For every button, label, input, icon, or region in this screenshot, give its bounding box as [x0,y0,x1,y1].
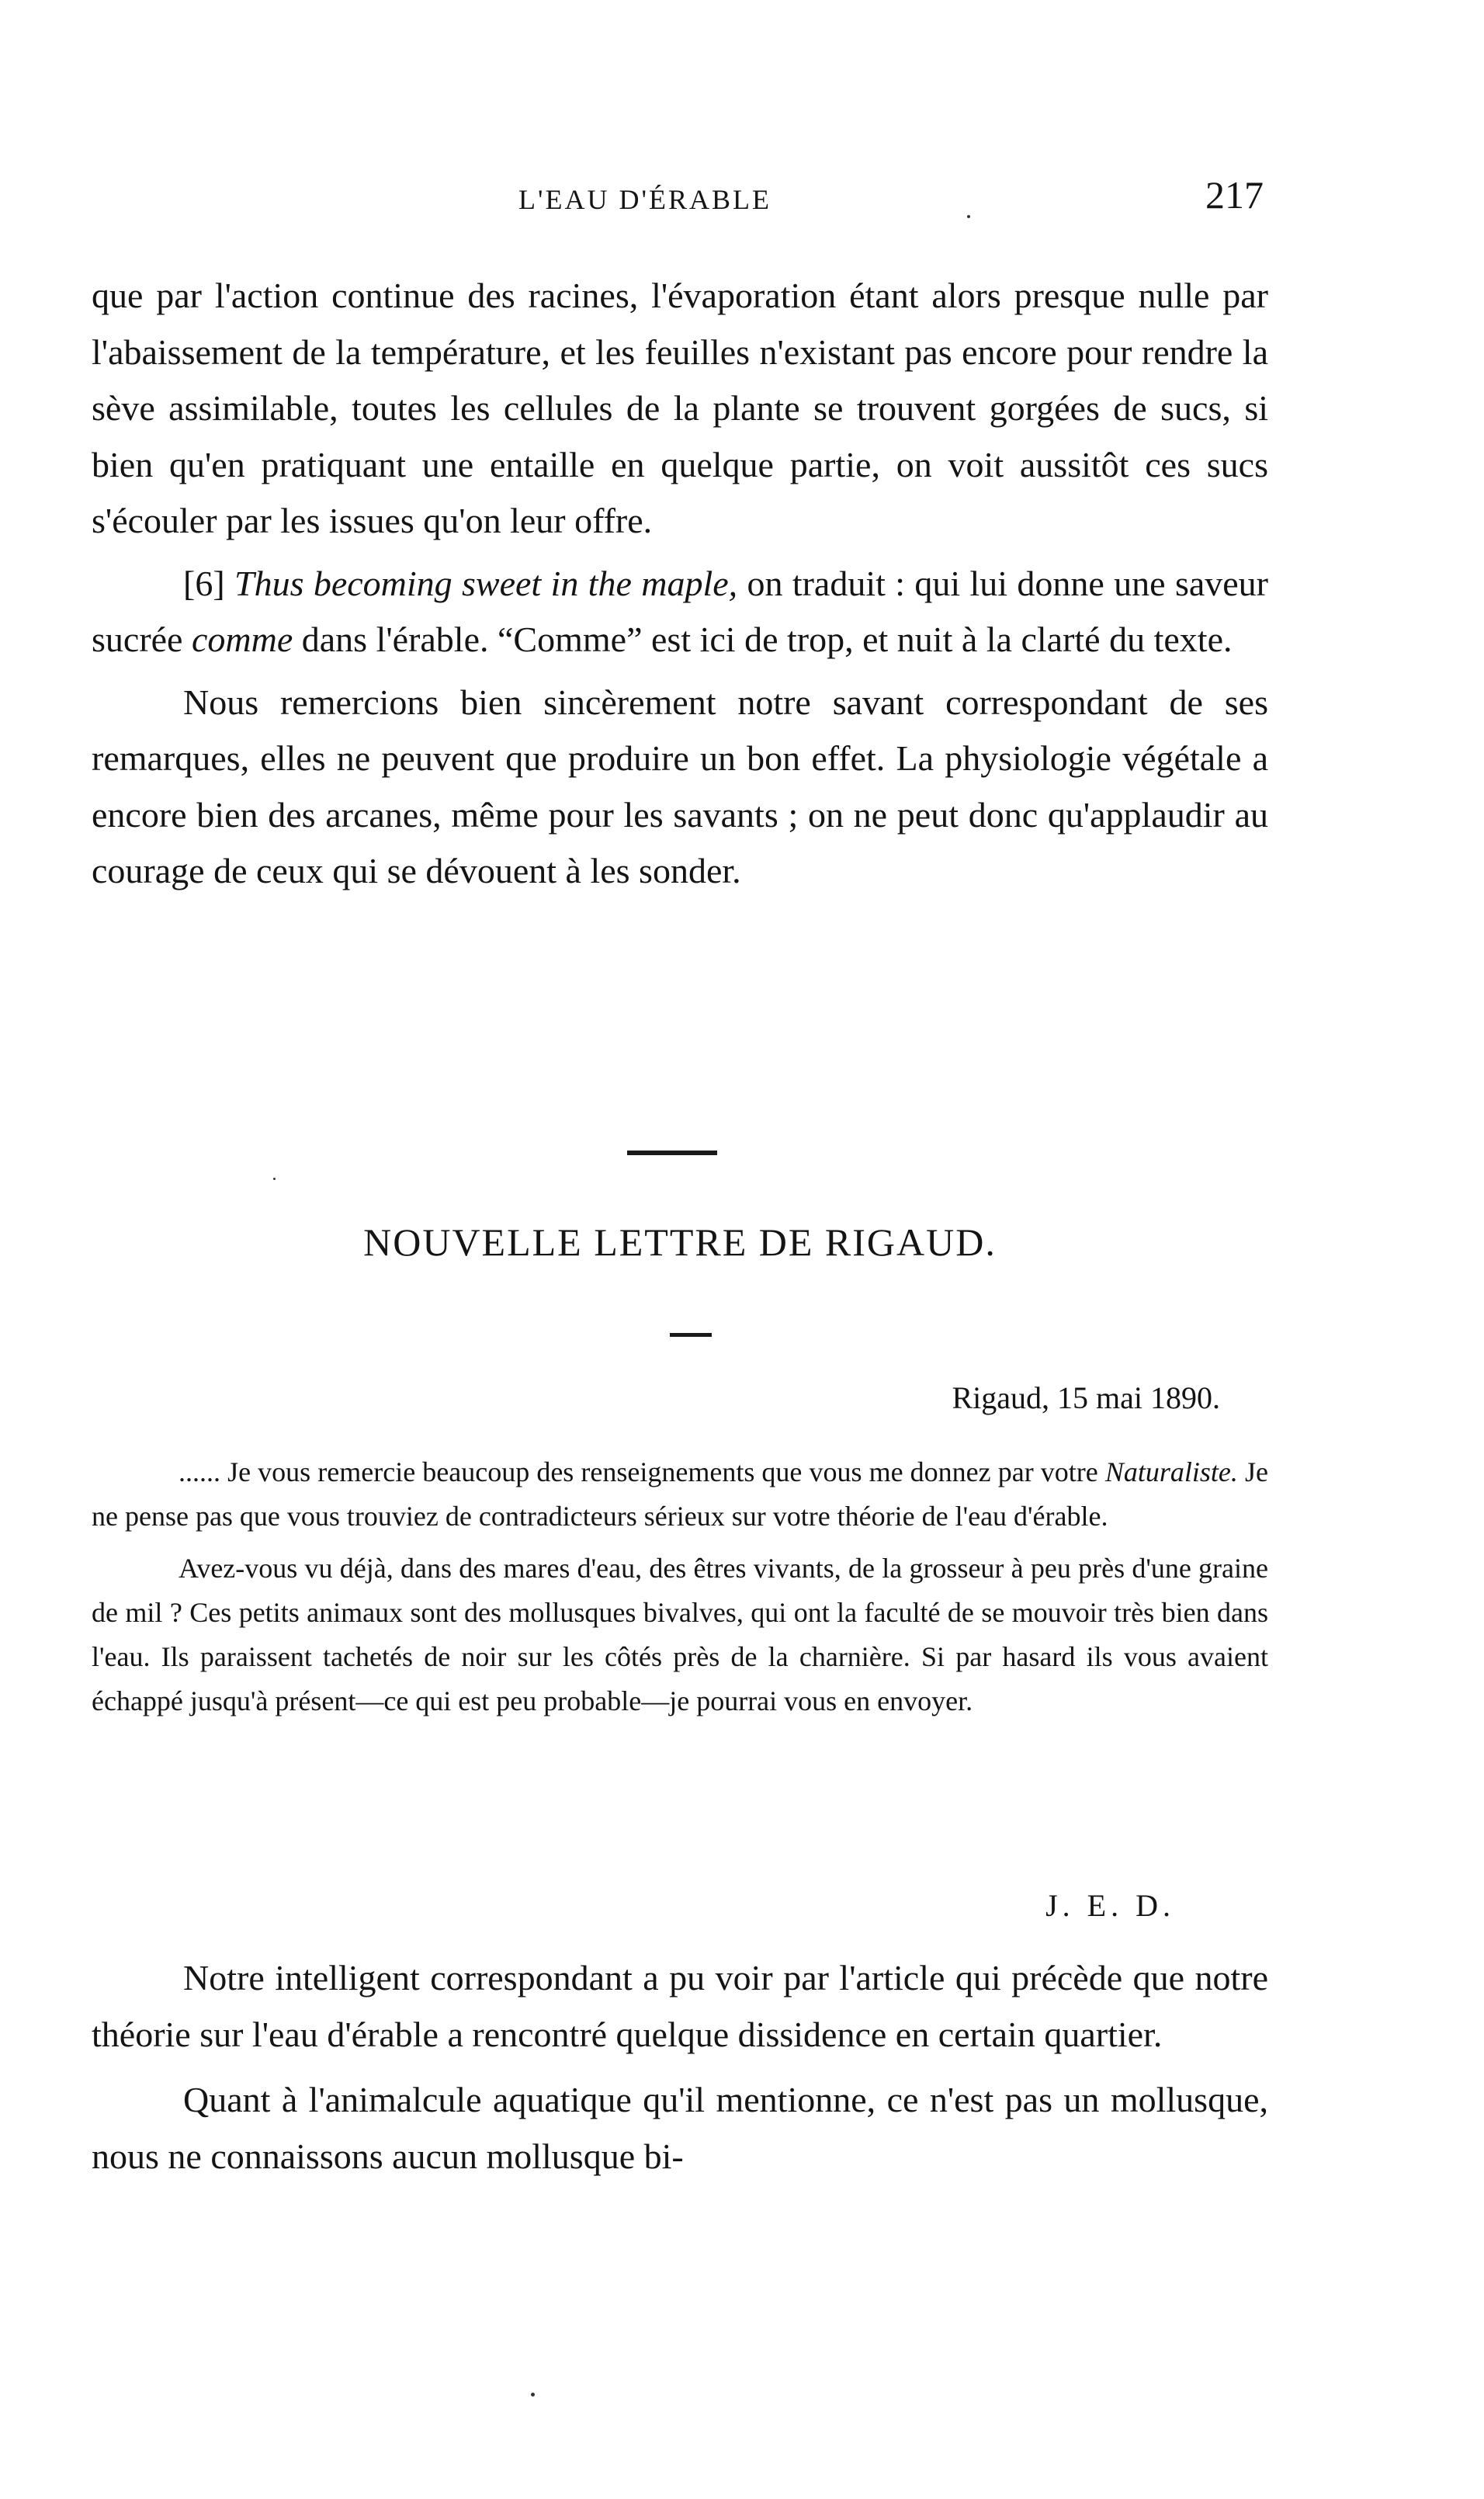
note-emphasis: comme [191,620,293,659]
journal-name: Naturaliste. [1104,1456,1238,1487]
response-paragraph-1: Notre intelligent correspondant a pu voir par l'article qui précède que notre théorie sur l'eau d'érable a rencontré quelque dissidence en certain quartier. [92,1958,1268,2054]
letter-paragraph-2: Avez-vous vu déjà, dans des mares d'eau, des êtres vivants, de la grosseur à peu près d'une graine de mil ? Ces petits animaux sont des mollusques bivalves, qui ont la faculté de se mouvoir très bien dans l'eau. Ils paraissent tachetés de noir sur les côtés près de la charnière. Si par hasard ils vous avaient échappé jusqu'à présent—ce qui est peu probable—je pourrai vous en envoyer. [92,1553,1268,1716]
note-text-2: dans l'érable. “Comme” est ici de trop, et nuit à la clarté du texte. [293,620,1233,659]
ink-speck [273,1178,276,1180]
running-head [92,172,1264,227]
note-text-1: on traduit : qui lui donne une saveur sucrée [92,563,1268,659]
note-quote: Thus becoming sweet in the maple, [234,563,738,603]
response-body [92,1950,1268,2185]
letter-text-after: Je ne pense pas que vous trouviez de contradicteurs sérieux sur votre théorie de l'eau d'érable. [92,1456,1268,1532]
note-number: [6] [183,563,225,603]
letter-signature: J. E. D. [1045,1888,1175,1923]
response-paragraph-2: Quant à l'animalcule aquatique qu'il mentionne, ce n'est pas un mollusque, nous ne connaissons aucun mollusque bi- [92,2080,1268,2176]
section-heading: NOUVELLE LETTRE DE RIGAUD. [363,1220,997,1264]
thanks-paragraph: Nous remercions bien sincèrement notre savant correspondant de ses remarques, elles ne peuvent que produire un bon effet. La physiologie végétale a encore bien des arcanes, même pour les savants ; on ne peut donc qu'applaudir au courage de ceux qui se dévouent à les sonder. [92,682,1268,890]
continuation-paragraph: que par l'action continue des racines, l'évaporation étant alors presque nulle par l'abaissement de la température, et les feuilles n'existant pas encore pour rendre la sève assimilable, toutes les cellules de la plante se trouvent gorgées de sucs, si bien qu'en pratiquant une entaille en quelque partie, on voit aussitôt ces sucs s'écouler par les issues qu'on leur offre. [92,276,1268,540]
ink-speck [531,2393,535,2397]
section-divider-rule [627,1151,717,1155]
letter-paragraph-1 [92,1450,1268,1539]
page-number: 217 [1205,173,1264,217]
letter-body [92,1450,1268,1723]
ink-speck [967,215,970,218]
running-title: L'EAU D'ÉRABLE [518,184,771,215]
article-body-top [92,268,1268,900]
letter-text-before: ...... Je vous remercie beaucoup des renseignements que vous me donnez par votre [179,1456,1105,1487]
note-6-paragraph [92,556,1268,668]
letter-dateline: Rigaud, 15 mai 1890. [952,1380,1220,1415]
heading-dash-rule [670,1333,712,1337]
